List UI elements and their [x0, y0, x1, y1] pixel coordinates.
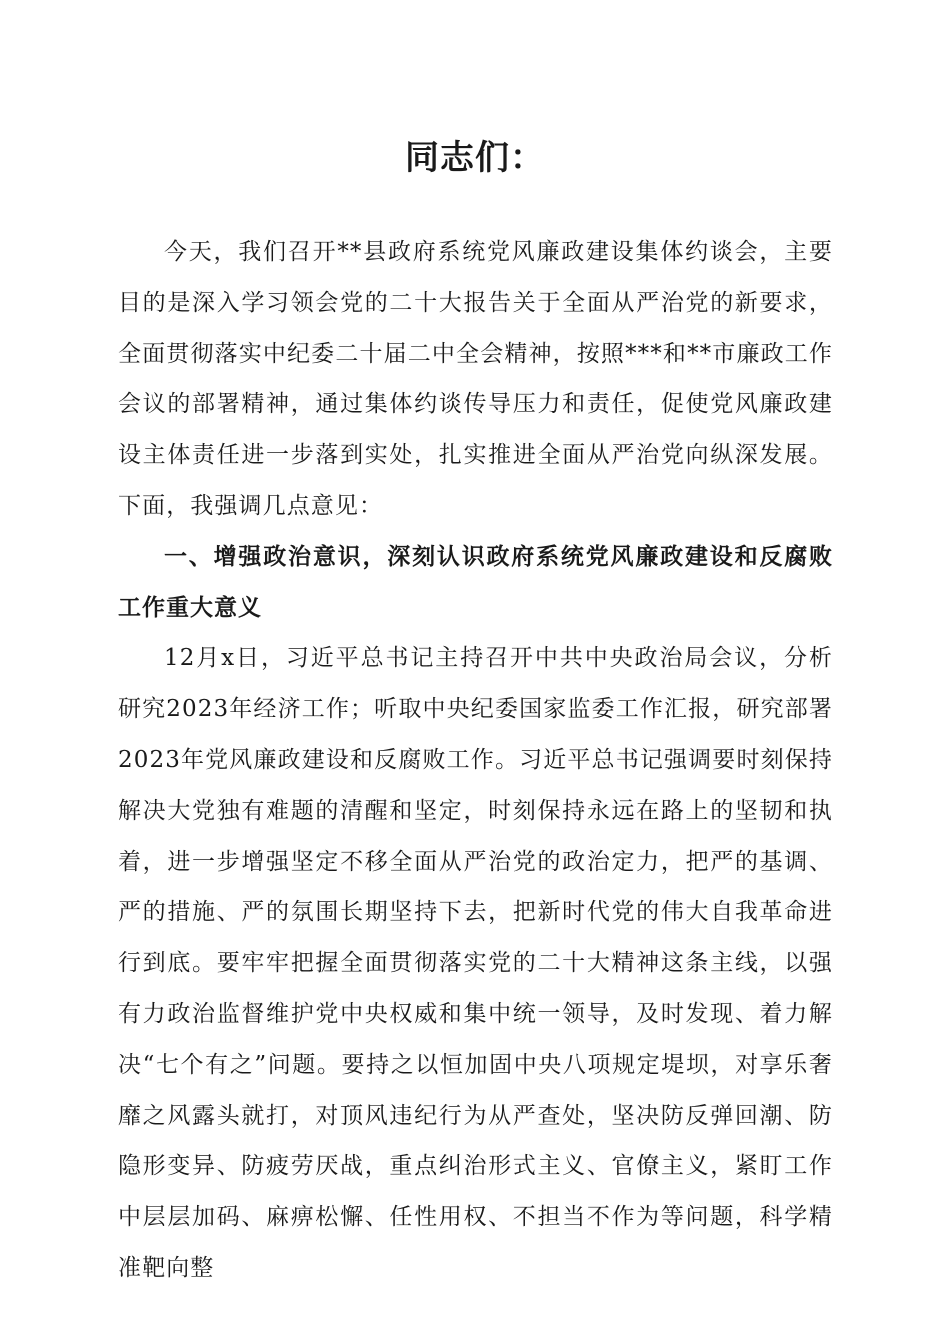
intro-paragraph: 今天，我们召开**县政府系统党风廉政建设集体约谈会，主要目的是深入学习领会党的二十大报告关于全面从严治党的新要求，全面贯彻落实中纪委二十届二中全会精神，按照***和**市廉政工作会议的部署精神，通过集体约谈传导压力和责任，促使党风廉政建设主体责任进一步落到实处，扎实推进全面从严治党向纵深发展。下面，我强调几点意见：: [118, 239, 833, 519]
section-heading: 一、增强政治意识，深刻认识政府系统党风廉政建设和反腐败工作重大意义: [118, 543, 833, 621]
document-body: [118, 227, 833, 1294]
section-paragraph: 12月x日，习近平总书记主持召开中共中央政治局会议，分析研究2023年经济工作；听取中央纪委国家监委工作汇报，研究部署2023年党风廉政建设和反腐败工作。习近平总书记强调要时刻保持解决大党独有难题的清醒和坚定，时刻保持永远在路上的坚韧和执着，进一步增强坚定不移全面从严治党的政治定力，把严的基调、严的措施、严的氛围长期坚持下去，把新时代党的伟大自我革命进行到底。要牢牢把握全面贯彻落实党的二十大精神这条主线，以强有力政治监督维护党中央权威和集中统一领导，及时发现、着力解决“七个有之”问题。要持之以恒加固中央八项规定堤坝，对享乐奢靡之风露头就打，对顶风违纪行为从严查处，坚决防反弹回潮、防隐形变异、防疲劳厌战，重点纠治形式主义、官僚主义，紧盯工作中层层加码、麻痹松懈、任性用权、不担当不作为等问题，科学精准靶向整: [118, 645, 833, 1281]
page-title: 同志们：: [405, 138, 545, 178]
